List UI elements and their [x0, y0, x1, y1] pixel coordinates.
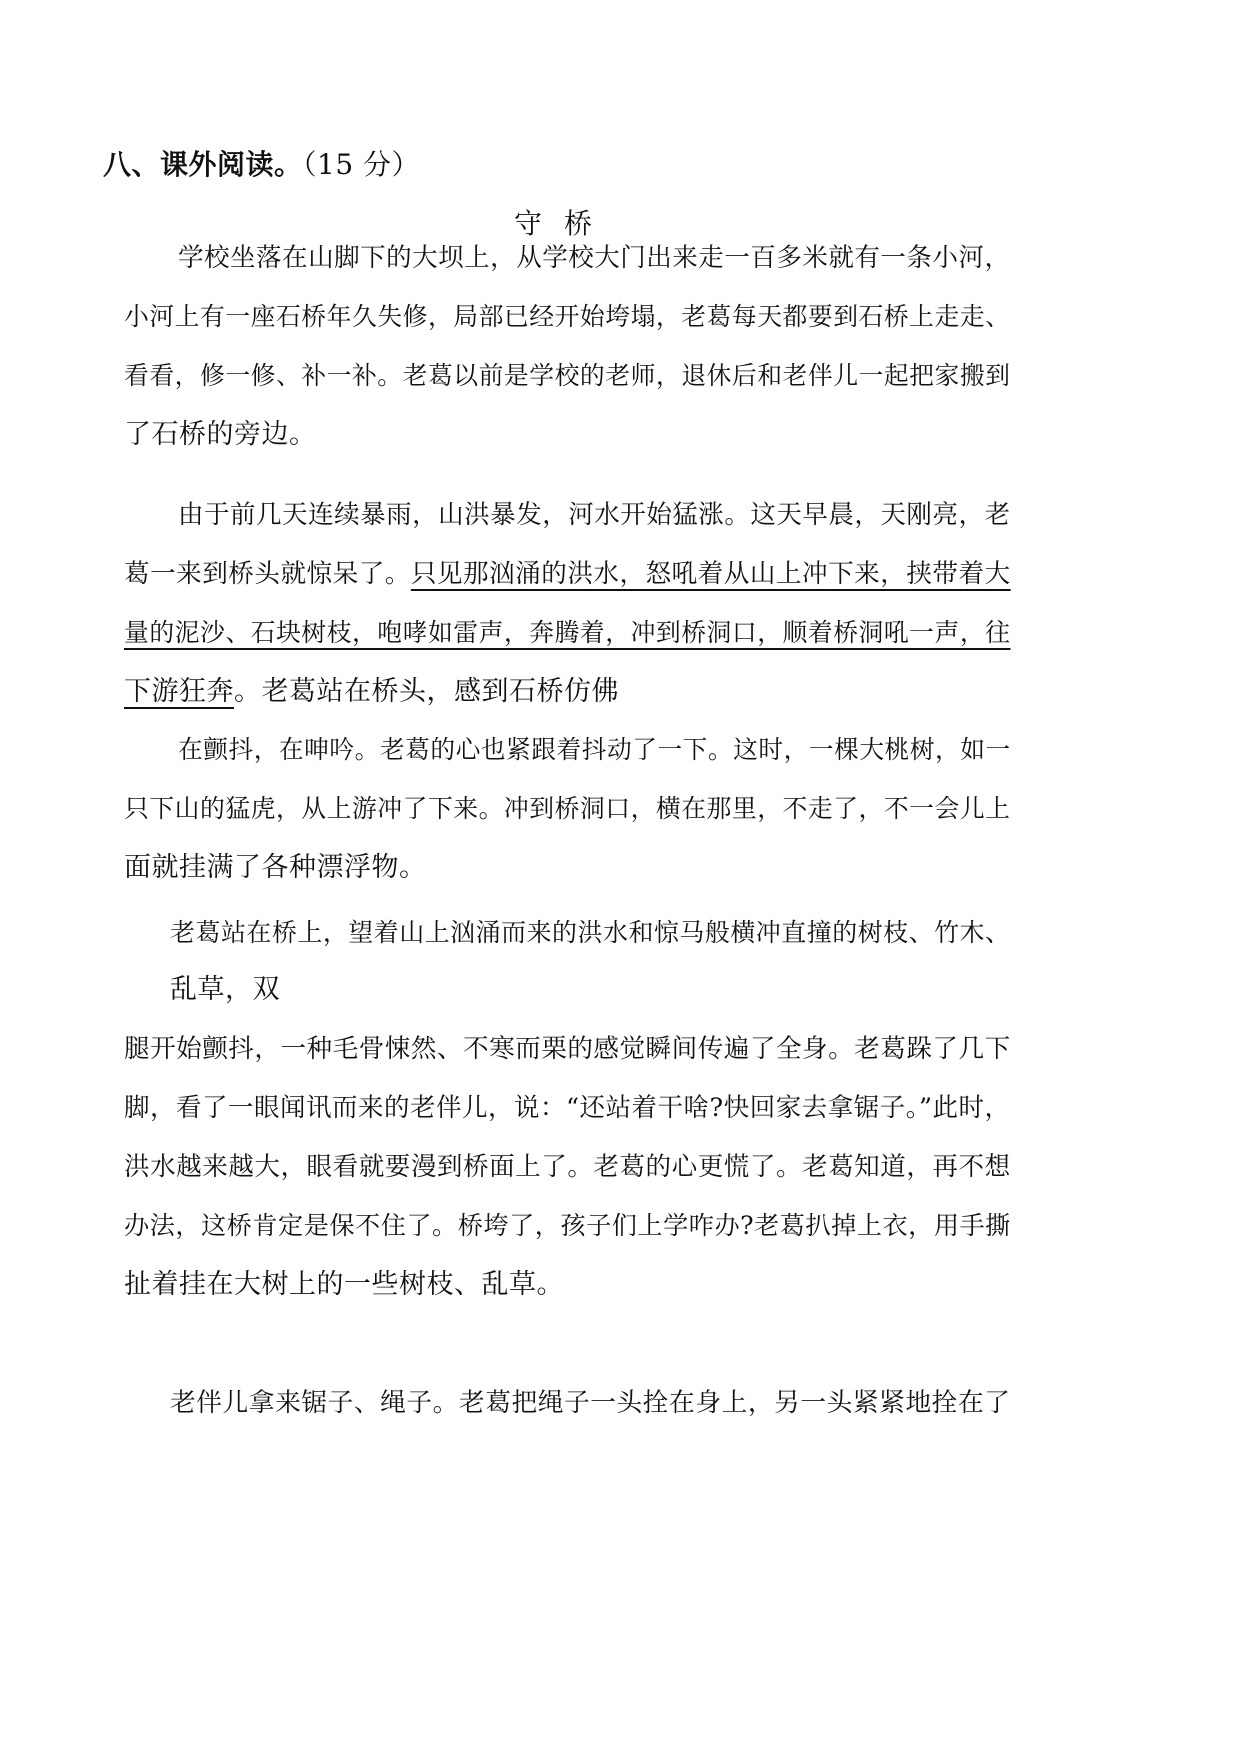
section-heading-text: 八、课外阅读。 — [103, 148, 303, 181]
paragraph-line: 看看，修一修、补一补。老葛以前是学校的老师，退休后和老伴儿一起把家搬到 — [124, 361, 1011, 390]
paragraph-line: 学校坐落在山脚下的大坝上，从学校大门出来走一百多米就有一条小河， — [178, 243, 1011, 273]
paragraph-line: 只下山的猛虎，从上游冲了下来。冲到桥洞口，横在那里，不走了，不一会儿上 — [124, 794, 1011, 823]
paragraph-line — [124, 674, 619, 710]
underlined-passage: 量的泥沙、石块树枝，咆哮如雷声，奔腾着，冲到桥洞口，顺着桥洞吼一声，往 — [124, 618, 1011, 647]
paragraph-line: 由于前几天连续暴雨，山洪暴发，河水开始猛涨。这天早晨，天刚亮，老 — [178, 500, 1011, 530]
paragraph-text: 葛一来到桥头就惊呆了。 — [124, 559, 411, 589]
underlined-passage: 下游狂奔 — [124, 676, 234, 707]
paragraph-line: 洪水越来越大，眼看就要漫到桥面上了。老葛的心更慌了。老葛知道，再不想 — [124, 1152, 1011, 1182]
paragraph-line: 乱草，双 — [170, 974, 280, 1005]
paragraph-line: 腿开始颤抖，一种毛骨悚然、不寒而栗的感觉瞬间传遍了全身。老葛跺了几下 — [124, 1034, 1011, 1064]
paragraph-line: 在颤抖，在呻吟。老葛的心也紧跟着抖动了一下。这时，一棵大桃树，如一 — [178, 735, 1011, 764]
section-score: （15 分） — [302, 148, 421, 181]
paragraph-line: 小河上有一座石桥年久失修，局部已经开始垮塌，老葛每天都要到石桥上走走、 — [124, 302, 1011, 331]
paragraph-line: 老伴儿拿来锯子、绳子。老葛把绳子一头拴在身上，另一头紧紧地拴在了 — [170, 1388, 1011, 1418]
paragraph-text: 。老葛站在桥头，感到石桥仿佛 — [234, 676, 619, 707]
paragraph-line — [124, 556, 1011, 592]
paragraph-line: 办法，这桥肯定是保不住了。桥垮了，孩子们上学咋办?老葛扒掉上衣，用手撕 — [124, 1211, 1011, 1240]
section-heading — [103, 147, 420, 183]
paragraph-line: 面就挂满了各种漂浮物。 — [124, 852, 427, 883]
paragraph-line: 了石桥的旁边。 — [124, 419, 317, 450]
paragraph-line: 扯着挂在大树上的一些树枝、乱草。 — [124, 1269, 564, 1300]
paragraph-line: 老葛站在桥上，望着山上汹涌而来的洪水和惊马般横冲直撞的树枝、竹木、 — [170, 918, 1011, 947]
paragraph-line: 脚，看了一眼闻讯而来的老伴儿，说：“还站着干啥?快回家去拿锯子。”此时， — [124, 1093, 1011, 1123]
article-title: 守桥 — [514, 207, 615, 240]
underlined-passage: 只见那汹涌的洪水，怒吼着从山上冲下来，挟带着大 — [410, 559, 1011, 589]
